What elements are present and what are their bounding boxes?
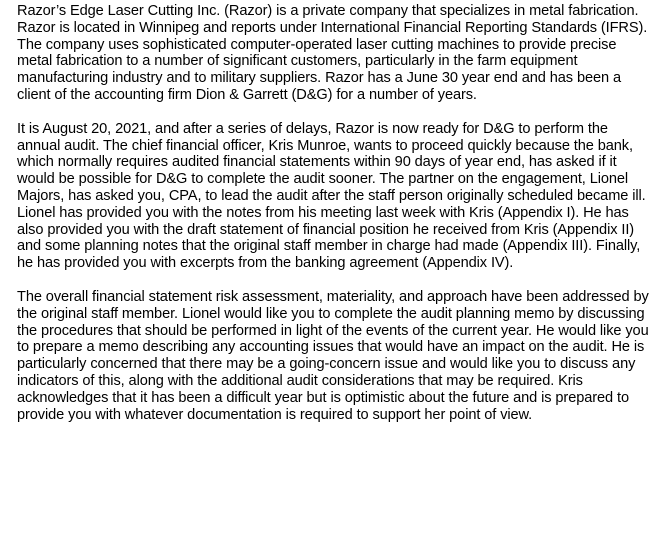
paragraph-audit-engagement: It is August 20, 2021, and after a series of delays, Razor is now ready for D&G to perform the annual audit. The chief financial officer, Kris Munroe, wants to proceed quickly because the bank, which normally requires audited financial statements within 90 days of year end, has asked if it would be possible for D&G to complete the audit sooner. The partner on the engagement, Lionel Majors, has asked you, CPA, to lead the audit after the staff person originally scheduled became ill. Lionel has provided you with the notes from his meeting last week with Kris (Appendix I). He has also provided you with the draft statement of financial position he received from Kris (Appendix II) and some planning notes that the original staff member in charge had made (Appendix III). Finally, he has provided you with excerpts from the banking agreement (Appendix IV). [17,120,646,272]
paragraph-company-background: Razor’s Edge Laser Cutting Inc. (Razor) is a private company that specializes in metal fabrication. Razor is located in Winnipeg and reports under International Financial Reporting Standards (IFRS). The company uses sophisticated computer-operated laser cutting machines to provide precise metal fabrication to a number of significant customers, particularly in the farm equipment manufacturing industry and to military suppliers. Razor has a June 30 year end and has been a client of the accounting firm Dion & Garrett (D&G) for a number of years. [17,3,648,103]
paragraph-assignment-request: The overall financial statement risk assessment, materiality, and approach have been addressed by the original staff member. Lionel would like you to complete the audit planning memo by discussing the procedures that should be performed in light of the events of the current year. He would like you to prepare a memo describing any accounting issues that would have an impact on the audit. He is particularly concerned that there may be a going-concern issue and would like you to discuss any indicators of this, along with the additional audit considerations that may be required. Kris acknowledges that it has been a difficult year but is optimistic about the future and is prepared to provide you with whatever documentation is required to support her point of view. [17,288,649,423]
